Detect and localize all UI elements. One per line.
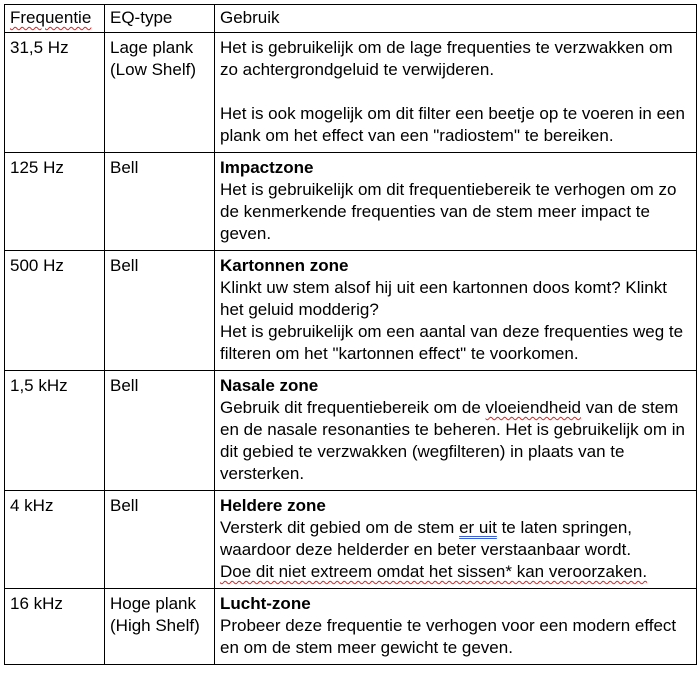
usage-paragraph: Het is gebruikelijk om de lage frequenties te verzwakken om zo achtergrondgeluid te verwijderen. — [220, 38, 673, 79]
table-row — [5, 589, 697, 665]
zone-title: Impactzone — [220, 158, 314, 177]
eq-type-line: (High Shelf) — [110, 616, 200, 635]
eq-frequency-table — [4, 4, 697, 665]
eq-type-line: (Low Shelf) — [110, 60, 196, 79]
usage-paragraph: Klinkt uw stem alsof hij uit een kartonnen doos komt? Klinkt het geluid modderig? — [220, 278, 667, 319]
cell-usage — [215, 371, 697, 491]
table-row — [5, 33, 697, 153]
header-frequency-label: Frequentie — [10, 8, 92, 27]
header-usage: Gebruik — [215, 5, 697, 33]
zone-title: Kartonnen zone — [220, 256, 349, 275]
cell-usage — [215, 491, 697, 589]
cell-eq-type — [105, 33, 215, 153]
cell-frequency: 500 Hz — [5, 251, 105, 371]
spellcheck-word: vloeiendheid — [485, 398, 582, 417]
cell-eq-type: Bell — [105, 251, 215, 371]
paragraph-gap — [220, 81, 694, 103]
grammar-check-phrase: er uit — [459, 518, 497, 537]
cell-frequency: 125 Hz — [5, 153, 105, 251]
cell-eq-type: Bell — [105, 153, 215, 251]
cell-frequency: 4 kHz — [5, 491, 105, 589]
cell-usage — [215, 33, 697, 153]
cell-frequency: 31,5 Hz — [5, 33, 105, 153]
eq-type-line: Hoge plank — [110, 594, 197, 613]
usage-paragraph: Doe dit niet extreem omdat het sissen* kan veroorzaken. — [220, 562, 648, 581]
header-frequency — [5, 5, 105, 33]
cell-frequency: 16 kHz — [5, 589, 105, 665]
cell-eq-type: Bell — [105, 371, 215, 491]
usage-paragraph: Het is ook mogelijk om dit filter een beetje op te voeren in een plank om het effect van een "radiostem" te bereiken. — [220, 104, 685, 145]
zone-title: Lucht-zone — [220, 594, 311, 613]
usage-paragraph: Het is gebruikelijk om een aantal van deze frequenties weg te filteren om het "kartonnen effect" te voorkomen. — [220, 322, 684, 363]
text-segment: van de stem en de nasale resonanties te beheren. Het is gebruikelijk om in dit gebied te verzwakken (wegfilteren) in plaats van te versterken. — [220, 398, 685, 483]
usage-paragraph: Het is gebruikelijk om dit frequentiebereik te verhogen om zo de kenmerkende frequenties van de stem meer impact te geven. — [220, 180, 677, 243]
zone-title: Heldere zone — [220, 496, 326, 515]
text-segment: Gebruik dit frequentiebereik om de — [220, 398, 486, 417]
usage-paragraph: Probeer deze frequentie te verhogen voor een modern effect en om de stem meer gewicht te geven. — [220, 616, 677, 657]
zone-title: Nasale zone — [220, 376, 319, 395]
cell-eq-type — [105, 589, 215, 665]
cell-usage — [215, 589, 697, 665]
table-row — [5, 251, 697, 371]
table-row — [5, 153, 697, 251]
table-row — [5, 371, 697, 491]
text-segment: Versterk dit gebied om de stem — [220, 518, 460, 537]
eq-type-line: Lage plank — [110, 38, 194, 57]
usage-paragraph — [220, 397, 694, 485]
table-row — [5, 491, 697, 589]
cell-usage — [215, 153, 697, 251]
text-segment: te laten springen, waardoor deze helderder en beter verstaanbaar wordt. — [220, 518, 633, 559]
usage-paragraph — [220, 517, 694, 561]
cell-eq-type: Bell — [105, 491, 215, 589]
cell-usage — [215, 251, 697, 371]
cell-frequency: 1,5 kHz — [5, 371, 105, 491]
header-eq-type: EQ-type — [105, 5, 215, 33]
table-header-row — [5, 5, 697, 33]
